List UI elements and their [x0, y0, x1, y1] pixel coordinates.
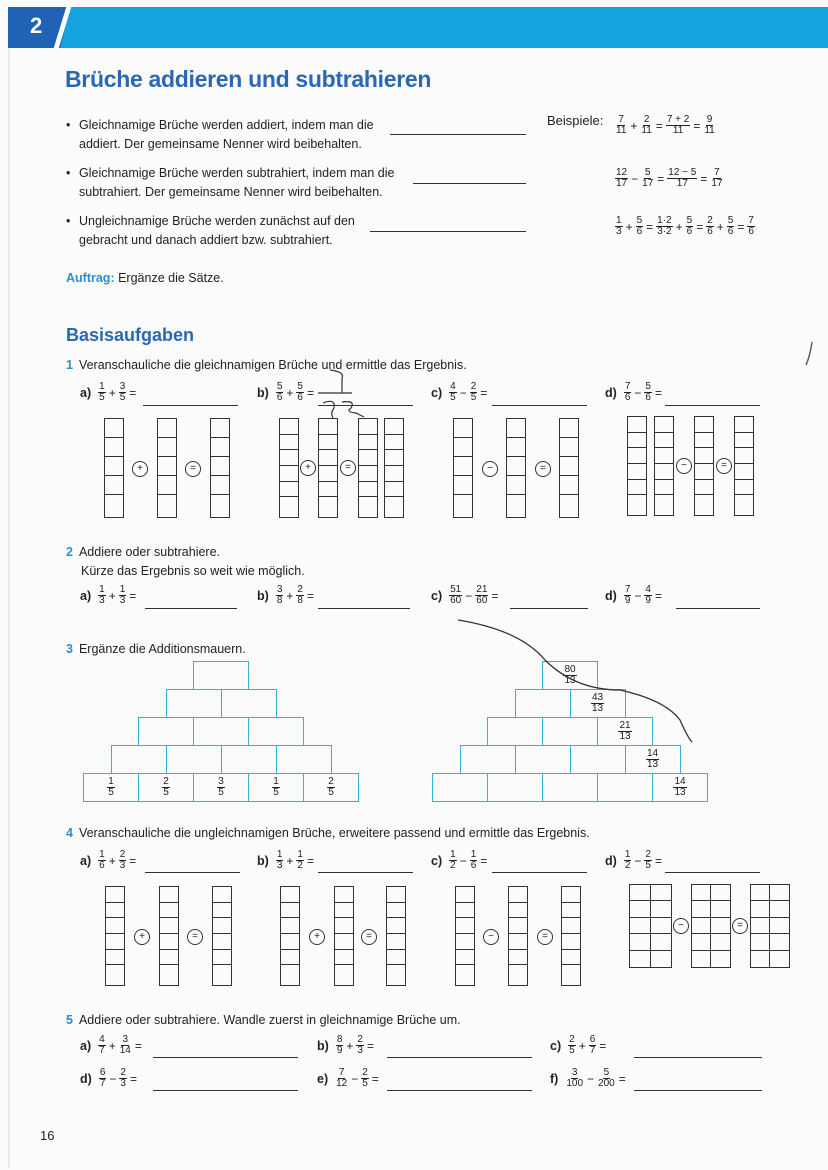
rule-3-blank[interactable] [370, 231, 526, 232]
fraction: $\frac{4}{5}$ [450, 381, 456, 403]
task-4d: d) $\frac{1}{2}$ − $\frac{2}{5}$ = [605, 849, 662, 871]
task-2a-answer-blank[interactable] [145, 608, 237, 609]
task-1a: a) $\frac{1}{5}$ + $\frac{3}{5}$ = [80, 381, 137, 403]
wall-right-brick[interactable] [487, 717, 543, 746]
wall-left-brick[interactable] [193, 717, 249, 746]
task-4a-answer-blank[interactable] [145, 872, 240, 873]
fraction: $\frac{5}{6}$ [645, 381, 651, 403]
task-5-heading: 5 Addiere oder subtrahiere. Wandle zuerst in gleichnamige Brüche um. [66, 1013, 461, 1027]
task-5a-answer-blank[interactable] [153, 1057, 298, 1058]
task-1-heading: 1 Veranschauliche die gleichnamigen Brüche und ermittle das Ergebnis. [66, 358, 467, 372]
fraction: $\frac{7}{9}$ [624, 584, 631, 606]
wall-left-brick[interactable] [248, 773, 304, 802]
fraction: $\frac{4}{9}$ [645, 584, 651, 606]
equals-icon: = [340, 460, 356, 476]
task-2a: a) $\frac{1}{3}$ + $\frac{1}{3}$ = [80, 584, 137, 606]
task-1b: b) $\frac{5}{6}$ + $\frac{5}{6}$ = [257, 381, 314, 403]
fraction-bar[interactable] [386, 886, 406, 986]
fraction: $\frac{6}{7}$ [99, 1067, 106, 1089]
task-1b-answer-blank[interactable] [318, 405, 413, 406]
assignment-label: Auftrag: [66, 271, 115, 285]
fraction-bar[interactable] [561, 886, 581, 986]
wall-left-brick[interactable] [193, 661, 249, 690]
example-3: $\frac{1}{3}$ + $\frac{5}{6}$ = $\frac{1\cdot 2}{3\cdot 2}$ + $\frac{5}{6}$ = $\frac{2}{6}$ + $\frac{5}{6}$ = $\frac{7}{6}$ [616, 215, 754, 237]
task-2-subheading: Kürze das Ergebnis so weit wie möglich. [81, 564, 305, 578]
task-2c: c) $\frac{51}{60}$ − $\frac{21}{60}$ = [431, 584, 499, 606]
fraction-grid[interactable] [691, 884, 731, 968]
fraction-bar[interactable] [506, 418, 526, 518]
fraction: $\frac{5}{6}$ [297, 381, 303, 403]
fraction-bar[interactable] [318, 418, 338, 518]
wall-right-brick[interactable] [652, 773, 708, 802]
wall-right-brick[interactable] [542, 717, 598, 746]
fraction-bar[interactable] [455, 886, 475, 986]
assignment [66, 271, 224, 285]
fraction-bar[interactable] [508, 886, 528, 986]
fraction-bar[interactable] [280, 886, 300, 986]
fraction: $\frac{3}{14}$ [119, 1034, 131, 1056]
chapter-number: 2 [30, 13, 43, 38]
fraction: $\frac{5}{200}$ [598, 1067, 615, 1089]
task-5b: b) $\frac{8}{9}$ + $\frac{2}{3}$ = [317, 1034, 374, 1056]
rule-1-line-1: Gleichnamige Brüche werden addiert, indem man die [79, 118, 374, 132]
page-edge [8, 48, 10, 1168]
fraction-bar[interactable] [654, 416, 674, 516]
minus-icon: − [483, 929, 499, 945]
wall-right-brick[interactable] [542, 661, 598, 690]
page-title: Brüche addieren und subtrahieren [65, 66, 432, 92]
wall-right-brick[interactable] [597, 773, 653, 802]
fraction: $\frac{1}{2}$ [450, 849, 456, 871]
fraction: $\frac{2}{3}$ [120, 1067, 126, 1089]
fraction: $\frac{7}{6}$ [624, 381, 631, 403]
task-4c: c) $\frac{1}{2}$ − $\frac{1}{6}$ = [431, 849, 488, 871]
fraction: $\frac{2}{5}$ [362, 1067, 368, 1089]
fraction-bar[interactable] [212, 886, 232, 986]
task-1a-answer-blank[interactable] [143, 405, 238, 406]
task-5d-answer-blank[interactable] [153, 1090, 298, 1091]
plus-icon: + [134, 929, 150, 945]
task-2-heading: 2 Addiere oder subtrahiere. [66, 545, 221, 559]
wall-right-brick[interactable] [570, 745, 626, 774]
wall-left-brick[interactable] [221, 745, 277, 774]
rule-3-line-1: Ungleichnamige Brüche werden zunächst auf den [79, 214, 355, 228]
fraction: $\frac{2}{5}$ [328, 776, 334, 798]
task-1c: c) $\frac{4}{5}$ − $\frac{2}{5}$ = [431, 381, 488, 403]
fraction: $\frac{2}{5}$ [645, 849, 651, 871]
fraction: $\frac{1}{2}$ [624, 849, 631, 871]
wall-right-brick[interactable] [460, 745, 516, 774]
wall-right-brick[interactable] [432, 773, 488, 802]
task-5d: d) $\frac{6}{7}$ − $\frac{2}{3}$ = [80, 1067, 137, 1089]
fraction: $\frac{7}{12}$ [336, 1067, 348, 1089]
fraction: $\frac{14}{13}$ [646, 748, 659, 770]
task-2d-answer-blank[interactable] [676, 608, 760, 609]
wall-left-brick[interactable] [83, 773, 139, 802]
header-band [8, 7, 828, 48]
fraction-bar[interactable] [559, 418, 579, 518]
task-1d-answer-blank[interactable] [665, 405, 760, 406]
task-3-heading: 3 Ergänze die Additionsmauern. [66, 642, 246, 656]
example-1: $\frac{7}{11}$ + $\frac{2}{11}$ = $\frac{7 + 2}{11}$ = $\frac{9}{11}$ [616, 114, 715, 136]
fraction-bar[interactable] [279, 418, 299, 518]
task-4c-answer-blank[interactable] [492, 872, 587, 873]
wall-right-brick[interactable] [597, 717, 653, 746]
wall-left-brick[interactable] [248, 717, 304, 746]
task-5c: c) $\frac{2}{5}$ + $\frac{6}{7}$ = [550, 1034, 607, 1056]
fraction-bar[interactable] [453, 418, 473, 518]
task-2b: b) $\frac{3}{8}$ + $\frac{2}{8}$ = [257, 584, 314, 606]
wall-right-brick[interactable] [515, 745, 571, 774]
fraction: $\frac{43}{13}$ [591, 692, 604, 714]
plus-icon: + [300, 460, 316, 476]
task-5f: f) $\frac{3}{100}$ − $\frac{5}{200}$ = [550, 1067, 626, 1089]
fraction: $\frac{3}{5}$ [119, 381, 126, 403]
rule-2-line-2: subtrahiert. Der gemeinsame Nenner wird beibehalten. [79, 185, 383, 199]
task-5e-answer-blank[interactable] [387, 1090, 532, 1091]
rule-3-line-2: gebracht und danach addiert bzw. subtrahiert. [79, 233, 333, 247]
wall-left-brick[interactable] [166, 745, 222, 774]
equals-icon: = [185, 461, 201, 477]
fraction: $\frac{2}{5}$ [470, 381, 477, 403]
task-5a: a) $\frac{4}{7}$ + $\frac{3}{14}$ = [80, 1034, 142, 1056]
fraction: $\frac{1}{6}$ [470, 849, 477, 871]
task-5b-answer-blank[interactable] [387, 1057, 532, 1058]
equals-icon: = [361, 929, 377, 945]
task-4b-answer-blank[interactable] [318, 872, 413, 873]
equals-icon: = [716, 458, 732, 474]
wall-left-brick[interactable] [276, 745, 332, 774]
plus-icon: + [132, 461, 148, 477]
bullet-icon: • [66, 214, 71, 228]
wall-left-brick[interactable] [166, 689, 222, 718]
rule-2-blank[interactable] [413, 183, 526, 184]
rule-1-blank[interactable] [390, 134, 526, 135]
fraction: $\frac{1}{3}$ [99, 584, 105, 606]
fraction: $\frac{1}{2}$ [297, 849, 303, 871]
fraction-bar[interactable] [210, 418, 230, 518]
task-2b-answer-blank[interactable] [318, 608, 410, 609]
fraction-bar[interactable] [694, 416, 714, 516]
fraction-bar[interactable] [105, 886, 125, 986]
fraction: $\frac{1}{5}$ [99, 381, 105, 403]
task-2d: d) $\frac{7}{9}$ − $\frac{4}{9}$ = [605, 584, 662, 606]
fraction: $\frac{1}{3}$ [119, 584, 126, 606]
fraction: $\frac{21}{13}$ [619, 720, 631, 742]
equals-icon: = [535, 461, 551, 477]
task-1d: d) $\frac{7}{6}$ − $\frac{5}{6}$ = [605, 381, 662, 403]
task-5c-answer-blank[interactable] [634, 1057, 762, 1058]
fraction: $\frac{3}{8}$ [276, 584, 283, 606]
fraction-bar[interactable] [734, 416, 754, 516]
task-4a: a) $\frac{1}{6}$ + $\frac{2}{3}$ = [80, 849, 137, 871]
task-4b: b) $\frac{1}{3}$ + $\frac{1}{2}$ = [257, 849, 314, 871]
fraction: $\frac{4}{7}$ [99, 1034, 105, 1056]
fraction: $\frac{3}{5}$ [218, 776, 224, 798]
equals-icon: = [537, 929, 553, 945]
task-2c-answer-blank[interactable] [510, 608, 588, 609]
fraction: $\frac{1}{3}$ [276, 849, 283, 871]
task-4-heading: 4 Veranschauliche die ungleichnamigen Brüche, erweitere passend und ermittle das Ergebnis. [66, 826, 590, 840]
fraction-bar[interactable] [159, 886, 179, 986]
rule-2-line-1: Gleichnamige Brüche werden subtrahiert, indem man die [79, 166, 395, 180]
fraction: $\frac{2}{3}$ [357, 1034, 363, 1056]
fraction: $\frac{1}{6}$ [99, 849, 105, 871]
wall-left-brick[interactable] [221, 689, 277, 718]
minus-icon: − [676, 458, 692, 474]
fraction-bar[interactable] [358, 418, 378, 518]
fraction-bar[interactable] [157, 418, 177, 518]
fraction: $\frac{14}{13}$ [674, 776, 686, 798]
wall-left-brick[interactable] [303, 773, 359, 802]
fraction-bar[interactable] [627, 416, 647, 516]
fraction: $\frac{1}{5}$ [273, 776, 279, 798]
wall-right-brick[interactable] [570, 689, 626, 718]
assignment-text: Ergänze die Sätze. [118, 271, 224, 285]
fraction-bar[interactable] [334, 886, 354, 986]
plus-icon: + [309, 929, 325, 945]
fraction: $\frac{2}{5}$ [163, 776, 169, 798]
fraction: $\frac{5}{6}$ [276, 381, 283, 403]
page-number: 16 [40, 1128, 55, 1143]
wall-right-brick[interactable] [515, 689, 571, 718]
fraction: $\frac{2}{3}$ [119, 849, 126, 871]
minus-icon: − [673, 918, 689, 934]
task-5e: e) $\frac{7}{12}$ − $\frac{2}{5}$ = [317, 1067, 379, 1089]
examples-label: Beispiele: [547, 113, 604, 128]
example-2: $\frac{12}{17}$ − $\frac{5}{17}$ = $\frac{12 - 5}{17}$ = $\frac{7}{17}$ [616, 167, 723, 189]
task-5f-answer-blank[interactable] [634, 1090, 762, 1091]
bullet-icon: • [66, 166, 71, 180]
wall-right-brick[interactable] [625, 745, 681, 774]
wall-right-brick[interactable] [487, 773, 543, 802]
minus-icon: − [482, 461, 498, 477]
fraction: $\frac{3}{100}$ [566, 1067, 584, 1089]
fraction: $\frac{8}{9}$ [336, 1034, 343, 1056]
equals-icon: = [732, 918, 748, 934]
fraction: $\frac{1}{5}$ [108, 776, 114, 798]
fraction: $\frac{51}{60}$ [450, 584, 462, 606]
fraction: $\frac{21}{60}$ [476, 584, 488, 606]
fraction-bar[interactable] [384, 418, 404, 518]
wall-left-brick[interactable] [193, 773, 249, 802]
bullet-icon: • [66, 118, 71, 132]
fraction: $\frac{2}{8}$ [297, 584, 303, 606]
equals-icon: = [187, 929, 203, 945]
section-title: Basisaufgaben [66, 325, 195, 345]
fraction: $\frac{80}{13}$ [564, 664, 576, 686]
wall-right-brick[interactable] [542, 773, 598, 802]
fraction-bar[interactable] [104, 418, 124, 518]
wall-left-brick[interactable] [138, 773, 194, 802]
fraction-grid[interactable] [750, 884, 790, 968]
task-1c-answer-blank[interactable] [492, 405, 587, 406]
fraction: $\frac{6}{7}$ [589, 1034, 596, 1056]
wall-left-brick[interactable] [111, 745, 167, 774]
fraction-grid[interactable] [629, 884, 672, 968]
rule-1-line-2: addiert. Der gemeinsame Nenner wird beibehalten. [79, 137, 362, 151]
task-4d-answer-blank[interactable] [665, 872, 760, 873]
wall-left-brick[interactable] [138, 717, 194, 746]
fraction: $\frac{2}{5}$ [569, 1034, 575, 1056]
